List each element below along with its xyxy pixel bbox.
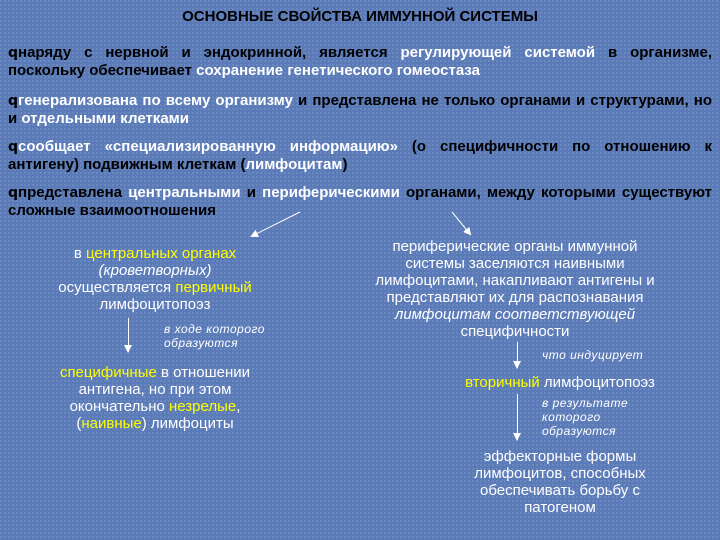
arrow-down-secondary <box>517 342 518 368</box>
checkbox-bullet-icon: q <box>8 93 19 109</box>
bullet-organs: qпредставлена центральными и периферическими органами, между которыми существуют сложные взаимоотношения <box>8 184 713 219</box>
arrow-to-central <box>252 212 300 236</box>
effector-forms-text: эффекторные формы лимфоцитов, способных обеспечивать борьбу с патогеном <box>474 448 646 516</box>
arrow-down-naive <box>128 318 129 352</box>
naive-lymphocytes-text: специфичные в отношении антигена, но при этом окончательно незрелые, (наивные) лимфоциты <box>59 364 251 432</box>
central-organs-text: в центральных органах (кроветворных) осуществляется первичный лимфоцитопоэз <box>58 245 252 313</box>
page-title: ОСНОВНЫЕ СВОЙСТВА ИММУННОЙ СИСТЕМЫ <box>182 8 538 25</box>
note-which-forms: в ходе которого образуются <box>164 322 265 350</box>
arrow-to-peripheral <box>452 212 470 234</box>
bullet-regulatory: qнаряду с нервной и эндокринной, является регулирующей системой в организме, поскольку обеспечивает сохранение генетического гомеостаза <box>8 44 712 79</box>
checkbox-bullet-icon: q <box>8 185 19 201</box>
bullet-generalized: qгенерализована по всему организму и представлена не только органами и структурами, но и отдельными клетками <box>8 92 712 127</box>
secondary-lymphopoiesis-text: вторичный лимфоцитопоэз <box>465 374 655 391</box>
checkbox-bullet-icon: q <box>8 45 19 61</box>
bullet-information: qсообщает «специализированную информацию» (о специфичности по отношению к антигену) подвижным клеткам (лимфоцитам) <box>8 138 712 173</box>
checkbox-bullet-icon: q <box>8 139 19 155</box>
arrow-down-effector <box>517 394 518 440</box>
note-result: в результате которого образуются <box>542 396 629 438</box>
note-induces: что индуцирует <box>542 348 644 362</box>
peripheral-organs-text: периферические органы иммунной системы заселяются наивными лимфоцитами, накапливают антигены и представляют их для распознавания лимфоцитам соответствующей специфичности <box>375 238 655 340</box>
